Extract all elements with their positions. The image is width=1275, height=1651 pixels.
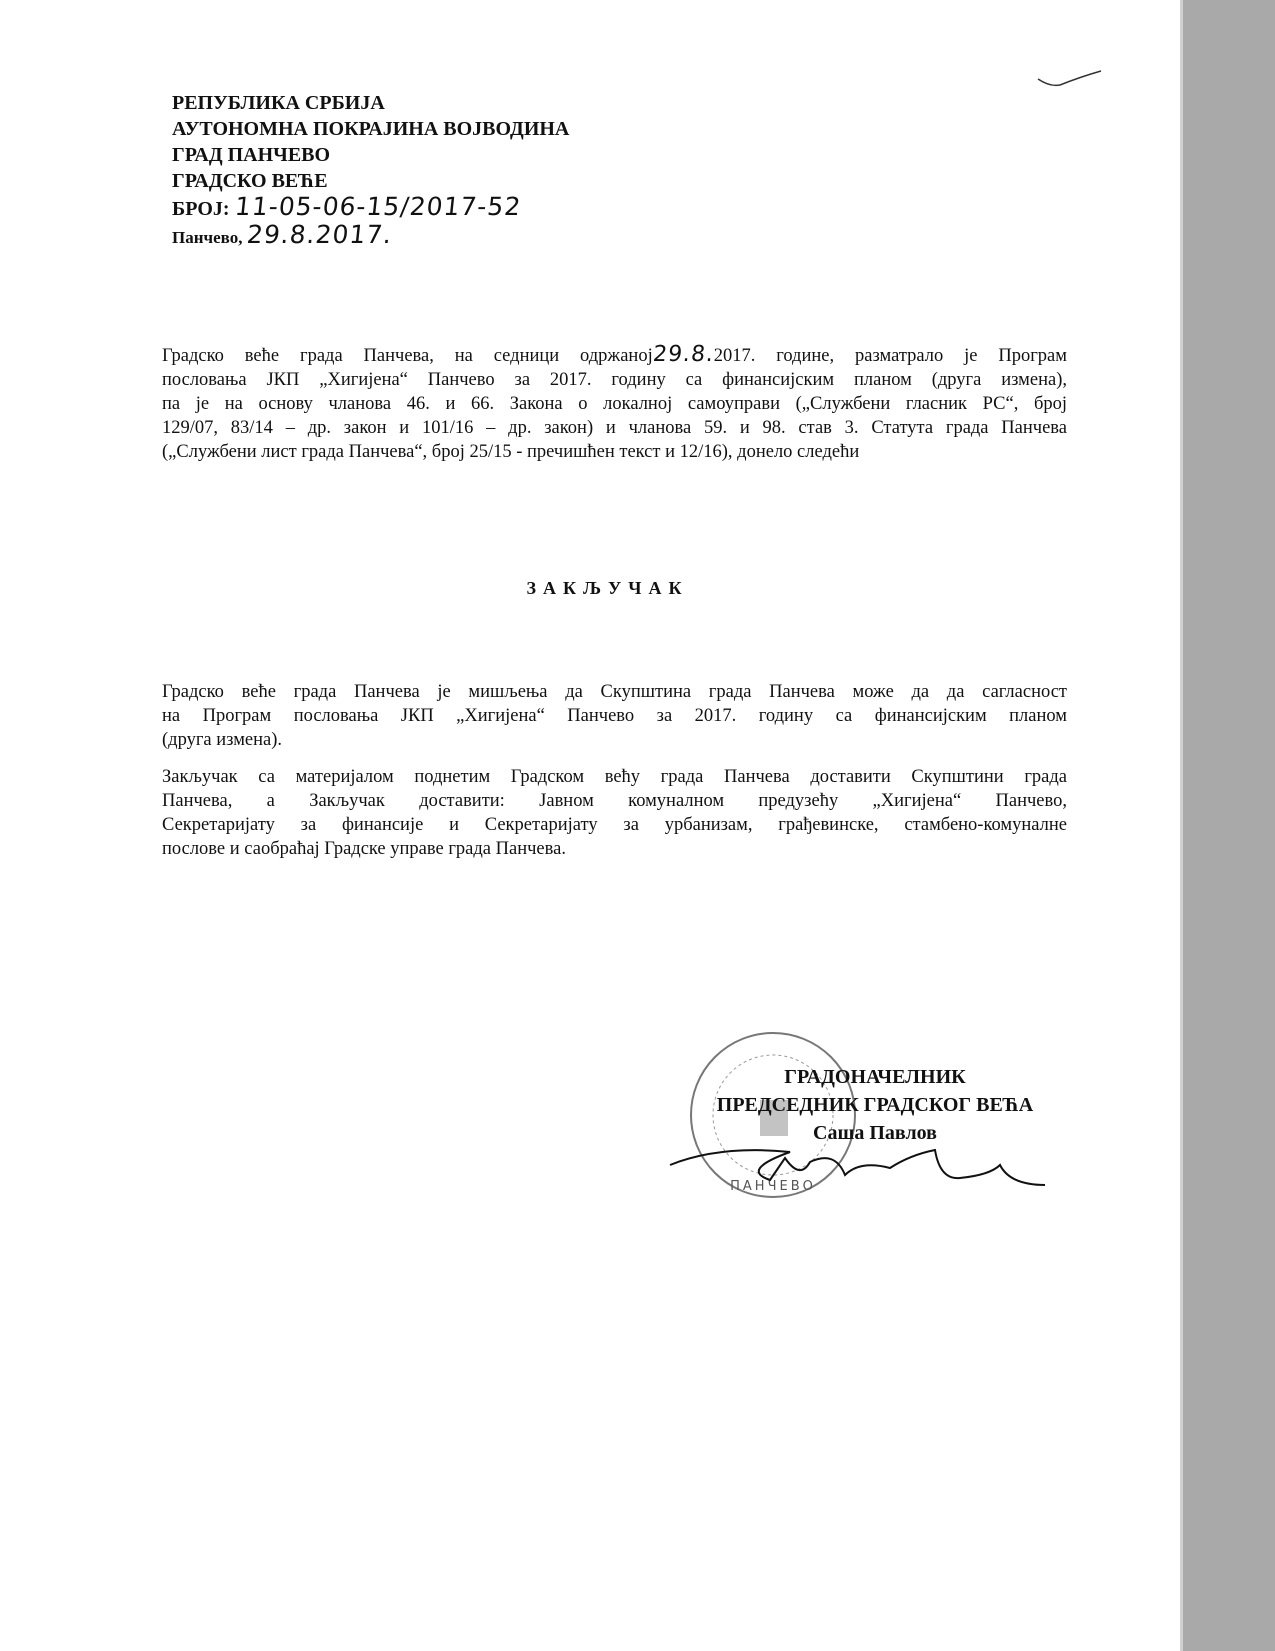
handwritten-date: 29.8.2017. (245, 220, 394, 249)
handwritten-mark (1035, 65, 1105, 95)
signatory-title: ПРЕДСЕДНИК ГРАДСКОГ ВЕЋА (716, 1094, 1034, 1116)
handwritten-number: 11-05-06-15/2017-52 (233, 192, 523, 221)
svg-text:ПАНЧЕВО: ПАНЧЕВО (730, 1179, 816, 1194)
intro-paragraph (162, 343, 1067, 464)
signatory-title: ГРАДОНАЧЕЛНИК (784, 1066, 966, 1088)
document-number (172, 194, 569, 222)
header-line: ГРАД ПАНЧЕВО (172, 144, 331, 166)
intro-line: пословања ЈКП „Хигијена“ Панчево за 2017. годину са финансијским планом (друга измена), (162, 370, 1067, 390)
conclusion-paragraph-2: Закључак са материјалом поднетим Градском већу града Панчева доставити Скупштини града Панчева, а Закључак доставити: Јавном комуналном предузећу „Хигијена“ Панчево, Секретаријату за финансије и Секретаријату за урбанизам, грађевинске, стамбено-комуналне послове и саобраћај Градске управе града Панчева. (162, 767, 1067, 859)
scan-border-shadow (1180, 0, 1183, 1651)
document-place-date (172, 222, 569, 251)
handwritten-signature (660, 1140, 1060, 1200)
intro-line: („Службени лист града Панчева“, број 25/15 - пречишћен текст и 12/16), донело следећи (162, 442, 860, 462)
header-line: ГРАДСКО ВЕЋЕ (172, 170, 328, 192)
conclusion-paragraph-1: Градско веће града Панчева је мишљења да Скупштина града Панчева може да да сагласност на Програм пословања ЈКП „Хигијена“ Панчево за 2017. годину са финансијским планом (друга измена). (162, 682, 1067, 750)
signatory-name: Саша Павлов (813, 1122, 937, 1144)
place-label: Панчево, (172, 228, 243, 247)
handwritten-session-date: 29.8. (651, 342, 716, 367)
document-title: ЗАКЉУЧАК (526, 578, 689, 598)
signature-block (700, 1063, 1050, 1147)
intro-line: 129/07, 83/14 – др. закон и 101/16 – др. закон) и чланова 59. и 98. став 3. Статута града Панчева (162, 418, 1067, 438)
header-line: РЕПУБЛИКА СРБИЈА (172, 92, 385, 114)
document-header (172, 90, 569, 251)
intro-line: Градско веће града Панчева, на седници одржаној29.8.2017. године, разматрало је Програм (162, 342, 1067, 367)
intro-line: па је на основу чланова 46. и 66. Закона о локалној самоуправи („Службени гласник РС“, број (162, 394, 1067, 414)
number-label: БРОЈ: (172, 198, 230, 220)
header-line: АУТОНОМНА ПОКРАЈИНА ВОЈВОДИНА (172, 118, 570, 140)
scan-border (1183, 0, 1275, 1651)
